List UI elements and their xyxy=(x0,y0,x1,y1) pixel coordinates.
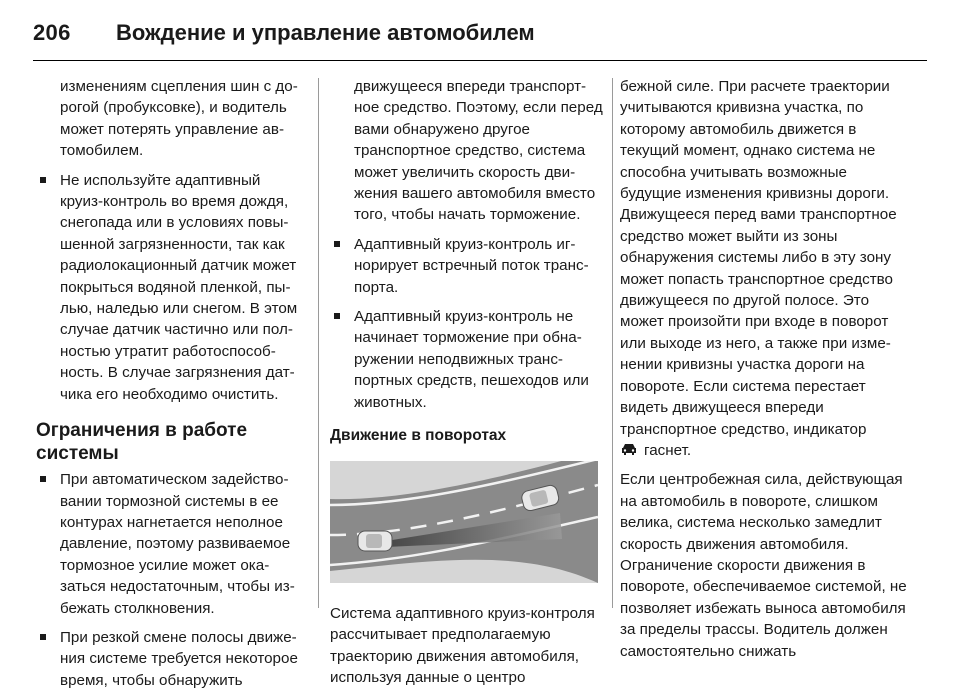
bullet-text: При автоматическом задействовании тормозной системы в ее контурах нагнетается неполное давление, поэтому развиваемое тормозное усилие может оказаться недостаточным, чтобы избежать столкновения. xyxy=(60,471,295,617)
bullet-item xyxy=(36,469,306,619)
page-header xyxy=(0,0,960,62)
section-heading: Ограничения в работе системы xyxy=(36,420,248,465)
bullet-square-icon xyxy=(40,476,46,482)
paragraph: Система адаптивного круиз-контроля рассчитывает предполагаемую траекторию движения автомобиля, используя данные о центро xyxy=(330,604,595,687)
bullet-item xyxy=(330,306,605,413)
curve-illustration xyxy=(330,461,598,583)
vehicle-ahead-indicator-icon xyxy=(620,442,638,457)
bullet-text: Адаптивный круиз-контроль не начинает торможение при обнаружении неподвижных транспортных средств, пешеходов или животных. xyxy=(354,308,589,411)
continued-paragraph: движущееся впереди транспортное средство. Поэтому, если перед вами обнаружено другое транспортное средство, система может увеличить скорость движения вашего автомобиля вместо того, чтобы начать торможение. xyxy=(354,78,603,224)
page-number: 206 xyxy=(33,20,71,45)
bullet-square-icon xyxy=(40,177,46,183)
paragraph-text: гаснет. xyxy=(644,441,692,459)
bullet-item xyxy=(330,234,605,298)
bullet-text: При резкой смене полосы движения системе требуется некоторое время, чтобы обнаружить xyxy=(60,628,298,689)
column-2 xyxy=(330,76,605,697)
sub-heading: Движение в поворотах xyxy=(330,427,507,445)
paragraph xyxy=(620,76,910,461)
column-divider xyxy=(612,78,613,608)
header-rule xyxy=(33,60,927,61)
bullet-text: Не используйте адаптивный круиз-контроль во время дождя, снегопада или в условиях повышенной загрязненности, так как радиолокационный датчик может покрыться водяной пленкой, пылью, наледью или снегом. В этом случае датчик частично или полностью утратит работоспособность. В случае загрязнения датчика его необходимо очистить. xyxy=(60,171,298,403)
own-car-icon xyxy=(358,531,392,551)
column-divider xyxy=(318,78,319,608)
paragraph-text: бежной силе. При расчете траектории учитываются кривизна участка, по которому автомобиль движется в текущий момент, однако система не способна учитывать возможные будущие изменения кривизны дороги. Движущееся перед вами транспортное средство может выйти из зоны обнаружения системы либо в эту зону может попасть транспортное средство движущееся по другой полосе. Это может произойти при входе в поворот или выходе из него, а также при изменении кривизны участка дороги на повороте. Если система перестает видеть движущееся впереди транспортное средство, индикатор xyxy=(620,78,897,438)
paragraph: Если центробежная сила, действующая на автомобиль в повороте, слишком велика, система несколько замедлит скорость движения автомобиля. Ограничение скорости движения в повороте, обеспечиваемое системой, не позволяет избежать выноса автомобиля за пределы трассы. Водитель должен самостоятельно снижать xyxy=(620,471,907,660)
bullet-item xyxy=(36,627,306,691)
continued-paragraph: изменениям сцепления шин с дорогой (пробуксовке), и водитель может потерять управление автомобилем. xyxy=(60,78,298,160)
bullet-square-icon xyxy=(334,313,340,319)
column-3 xyxy=(620,76,910,670)
running-title: Вождение и управление автомобилем xyxy=(116,20,535,45)
column-1 xyxy=(36,76,306,699)
bullet-item xyxy=(36,170,306,405)
bullet-square-icon xyxy=(334,241,340,247)
bullet-square-icon xyxy=(40,634,46,640)
bullet-text: Адаптивный круиз-контроль игнорирует встречный поток транспорта. xyxy=(354,235,589,296)
